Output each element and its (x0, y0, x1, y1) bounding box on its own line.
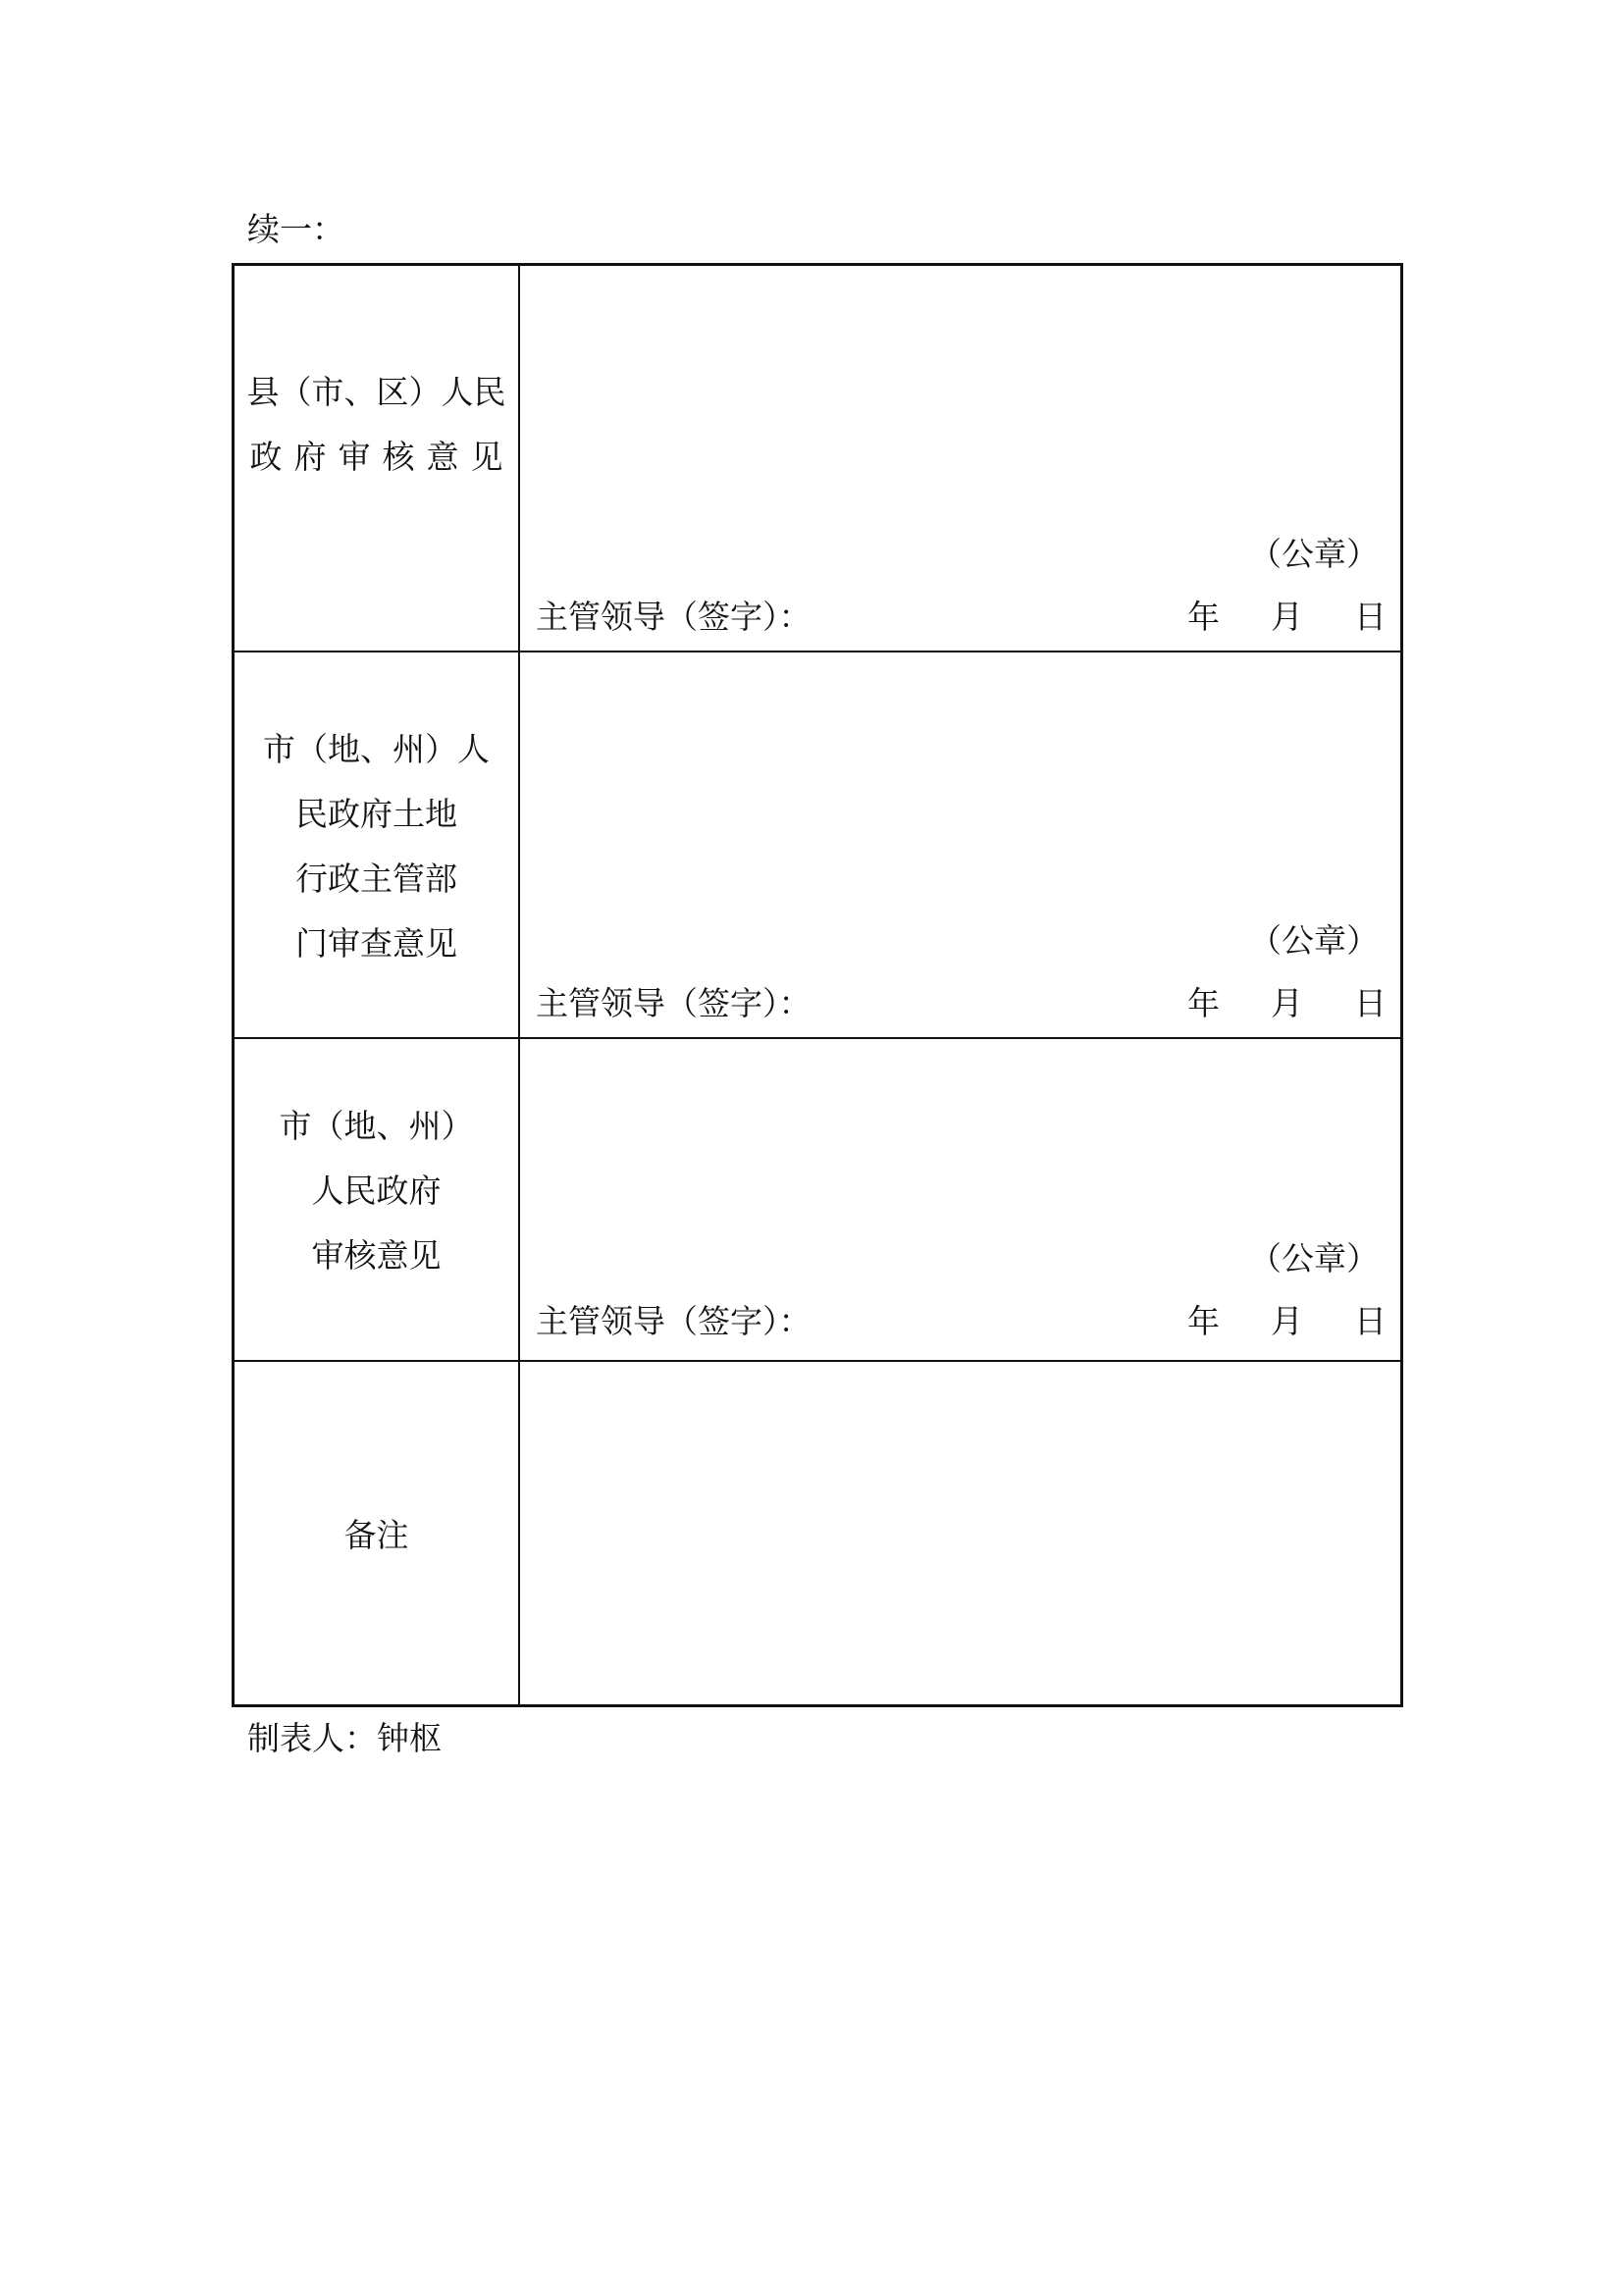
date-field (1187, 594, 1387, 641)
leader-signature-label: 主管领导（签字）： (536, 984, 812, 1022)
approval-form-table (232, 263, 1403, 1707)
city-government-review-row (235, 1039, 1400, 1362)
official-seal-label: （公章） (1249, 921, 1379, 960)
continuation-label: 续一： (247, 210, 344, 248)
county-government-review-row (235, 266, 1400, 652)
row-label-cell (235, 266, 520, 651)
row-label-line: 人民政府 (311, 1171, 442, 1210)
month-label: 月 (1271, 984, 1303, 1022)
remarks-content-cell[interactable] (520, 1362, 1400, 1704)
year-label: 年 (1187, 984, 1220, 1022)
remarks-row (235, 1362, 1400, 1704)
row-label-cell (235, 1039, 520, 1360)
city-land-department-review-row (235, 652, 1400, 1039)
day-label: 日 (1354, 1302, 1387, 1340)
month-label: 月 (1271, 1302, 1303, 1340)
row-label-cell (235, 652, 520, 1037)
row-label-line: 审核意见 (311, 1235, 442, 1275)
leader-signature-label: 主管领导（签字）： (536, 1302, 812, 1340)
row-label-line: 门审查意见 (295, 924, 457, 963)
official-seal-label: （公章） (1249, 1239, 1379, 1277)
row-label-line: 县（市、区）人民 (246, 373, 506, 411)
leader-signature-label: 主管领导（签字）： (536, 598, 812, 636)
year-label: 年 (1187, 1302, 1220, 1340)
official-seal-label: （公章） (1249, 535, 1379, 573)
day-label: 日 (1354, 984, 1387, 1022)
date-field (1187, 1298, 1387, 1345)
row-label-line: 行政主管部 (295, 860, 457, 898)
row-label-line: 民政府土地 (295, 795, 457, 833)
row-label-line: 市（地、州）人 (263, 730, 490, 768)
opinion-content-cell[interactable] (520, 1039, 1400, 1360)
opinion-content-cell[interactable] (520, 652, 1400, 1037)
row-label-line: 政府审核意见 (249, 438, 515, 476)
remarks-label: 备注 (343, 1515, 409, 1554)
opinion-content-cell[interactable] (520, 266, 1400, 651)
year-label: 年 (1187, 598, 1220, 636)
row-label-cell (235, 1362, 520, 1704)
day-label: 日 (1354, 598, 1387, 636)
preparer-label: 制表人：钟枢 (247, 1719, 442, 1757)
row-label-line: 市（地、州） (279, 1106, 474, 1145)
date-field (1187, 980, 1387, 1027)
month-label: 月 (1271, 598, 1303, 636)
